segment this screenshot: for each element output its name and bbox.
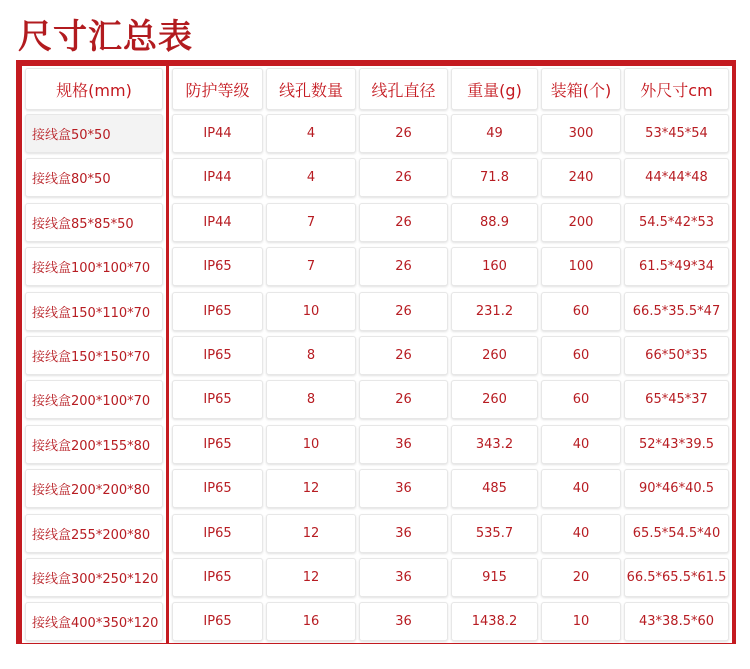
table-cell: 65.5*54.5*40: [624, 514, 729, 553]
table-cell: 36: [359, 469, 448, 508]
table-cell: 7: [266, 203, 356, 242]
table-cell: 7: [266, 247, 356, 286]
table-cell: 49: [451, 114, 538, 153]
table-cell: 40: [541, 514, 621, 553]
table-row-spec: 接线盒100*100*70: [25, 247, 163, 286]
table-cell: 231.2: [451, 292, 538, 331]
table-cell: 4: [266, 114, 356, 153]
table-cell: 60: [541, 380, 621, 419]
table-cell: 16: [266, 602, 356, 641]
table-cell: 12: [266, 514, 356, 553]
table-cell: 343.2: [451, 425, 538, 464]
table-row-spec: 接线盒150*110*70: [25, 292, 163, 331]
table-cell: 44*44*48: [624, 158, 729, 197]
table-cell: 26: [359, 380, 448, 419]
header-cell-6: 外尺寸cm: [624, 68, 729, 110]
table-cell: 200: [541, 203, 621, 242]
table-cell: 1438.2: [451, 602, 538, 641]
table-cell: 60: [541, 292, 621, 331]
table-cell: 535.7: [451, 514, 538, 553]
table-cell: 40: [541, 425, 621, 464]
table-cell: 90*46*40.5: [624, 469, 729, 508]
page-title: 尺寸汇总表: [18, 17, 193, 57]
table-cell: 52*43*39.5: [624, 425, 729, 464]
table-cell: 26: [359, 158, 448, 197]
table-row-spec: 接线盒50*50: [25, 114, 163, 153]
table-row-spec: 接线盒150*150*70: [25, 336, 163, 375]
table-cell: 160: [451, 247, 538, 286]
table-cell: IP65: [172, 469, 263, 508]
table-cell: 20: [541, 558, 621, 597]
table-cell: IP65: [172, 425, 263, 464]
table-cell: 260: [451, 380, 538, 419]
table-cell: 26: [359, 114, 448, 153]
header-cell-4: 重量(g): [451, 68, 538, 110]
table-cell: 10: [266, 425, 356, 464]
table-cell: 26: [359, 247, 448, 286]
table-row-spec: 接线盒400*350*120: [25, 602, 163, 641]
table-cell: IP65: [172, 602, 263, 641]
table-cell: 100: [541, 247, 621, 286]
table-cell: IP65: [172, 380, 263, 419]
table-row-spec: 接线盒85*85*50: [25, 203, 163, 242]
header-cell-spec: 规格(mm): [25, 68, 163, 110]
table-cell: IP65: [172, 558, 263, 597]
table-cell: 36: [359, 514, 448, 553]
table-cell: 54.5*42*53: [624, 203, 729, 242]
header-cell-3: 线孔直径: [359, 68, 448, 110]
table-cell: 26: [359, 292, 448, 331]
header-cell-1: 防护等级: [172, 68, 263, 110]
table-cell: 66*50*35: [624, 336, 729, 375]
table-cell: 260: [451, 336, 538, 375]
table-cell: 26: [359, 336, 448, 375]
table-cell: 485: [451, 469, 538, 508]
table-cell: 40: [541, 469, 621, 508]
table-cell: 300: [541, 114, 621, 153]
table-cell: 36: [359, 602, 448, 641]
table-cell: 60: [541, 336, 621, 375]
header-cell-2: 线孔数量: [266, 68, 356, 110]
table-cell: 53*45*54: [624, 114, 729, 153]
table-cell: 88.9: [451, 203, 538, 242]
table-cell: 10: [266, 292, 356, 331]
table-cell: 66.5*35.5*47: [624, 292, 729, 331]
header-cell-5: 装箱(个): [541, 68, 621, 110]
table-cell: IP65: [172, 247, 263, 286]
table-cell: 71.8: [451, 158, 538, 197]
table-cell: IP65: [172, 292, 263, 331]
table-cell: 12: [266, 558, 356, 597]
table-cell: 10: [541, 602, 621, 641]
table-row-spec: 接线盒80*50: [25, 158, 163, 197]
table-cell: 240: [541, 158, 621, 197]
table-cell: IP65: [172, 336, 263, 375]
table-row-spec: 接线盒200*100*70: [25, 380, 163, 419]
table-cell: 65*45*37: [624, 380, 729, 419]
table-row-spec: 接线盒200*200*80: [25, 469, 163, 508]
table-cell: 12: [266, 469, 356, 508]
table-cell: 36: [359, 425, 448, 464]
table-cell: IP44: [172, 203, 263, 242]
table-cell: 915: [451, 558, 538, 597]
table-cell: 8: [266, 380, 356, 419]
table-cell: 61.5*49*34: [624, 247, 729, 286]
table-cell: 36: [359, 558, 448, 597]
table-row-spec: 接线盒255*200*80: [25, 514, 163, 553]
table-row-spec: 接线盒300*250*120: [25, 558, 163, 597]
table-cell: IP65: [172, 514, 263, 553]
table-cell: 43*38.5*60: [624, 602, 729, 641]
table-row-spec: 接线盒200*155*80: [25, 425, 163, 464]
table-cell: 8: [266, 336, 356, 375]
table-cell: IP44: [172, 114, 263, 153]
table-cell: IP44: [172, 158, 263, 197]
table-cell: 26: [359, 203, 448, 242]
table-cell: 4: [266, 158, 356, 197]
table-cell: 66.5*65.5*61.5: [624, 558, 729, 597]
